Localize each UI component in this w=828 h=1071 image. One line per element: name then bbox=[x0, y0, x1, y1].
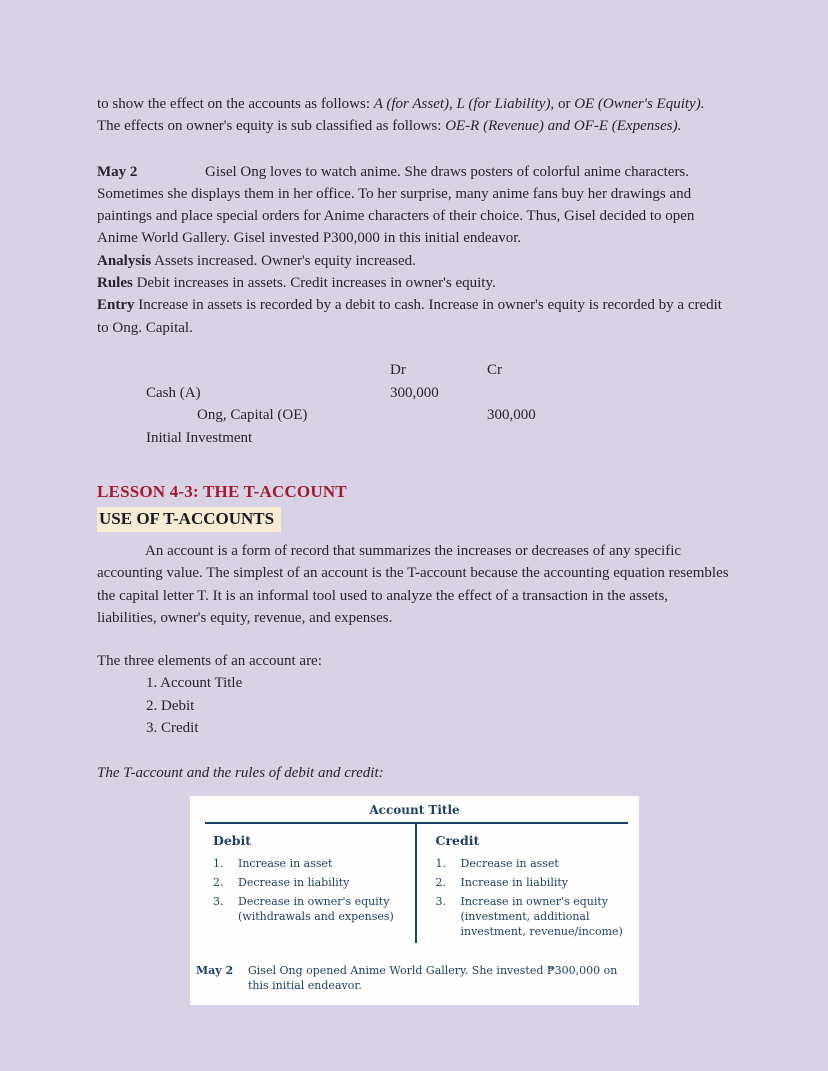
credit-rule-item bbox=[436, 875, 632, 890]
taccount-title: Account Title bbox=[369, 802, 460, 817]
analysis-block bbox=[97, 250, 731, 339]
elements-list bbox=[146, 672, 731, 739]
elements-intro: The three elements of an account are: bbox=[97, 653, 322, 670]
journal-debit-account: Cash (A) bbox=[146, 384, 201, 401]
credit-rule-item bbox=[436, 856, 632, 871]
transaction-narrative: Gisel Ong loves to watch anime. She draws posters of colorful anime characters. Sometimes she displays them in her office. To her surprise, many anime fans buy her drawings and paintings and place special orders for Anime characters of their choice. Thus, Gisel decided to open Anime World Gallery. Gisel invested P300,000 in this initial endeavor. bbox=[97, 163, 695, 247]
taccount-columns bbox=[190, 824, 639, 945]
list-item: 3. Credit bbox=[146, 720, 199, 737]
journal-entry bbox=[146, 362, 731, 457]
example-date-label: May 2 bbox=[196, 963, 234, 977]
intro-paragraph bbox=[97, 93, 731, 138]
example-text: Gisel Ong opened Anime World Gallery. She invested ₱300,000 on this initial endeavor. bbox=[248, 963, 618, 992]
analysis-text: Assets increased. Owner's equity increased. bbox=[151, 252, 416, 269]
debit-rule-item bbox=[213, 894, 401, 924]
intro-sep2: or bbox=[554, 96, 575, 112]
taccount-debit-column bbox=[190, 831, 415, 943]
item-number: 2. bbox=[213, 875, 224, 889]
item-text: Decrease in asset bbox=[460, 856, 559, 870]
debit-rule-item bbox=[213, 875, 401, 890]
intro-text: to show the effect on the accounts as follows: bbox=[97, 96, 374, 112]
taccount-debit-header: Debit bbox=[213, 832, 252, 848]
journal-cr-header: Cr bbox=[487, 361, 502, 378]
taccount-credit-column bbox=[415, 831, 640, 943]
item-number: 2. bbox=[435, 875, 446, 889]
account-definition-paragraph: An account is a form of record that summarizes the increases or decreases of any specific accounting value. The simplest of an account is the T-account because the accounting equation resembles the capital letter T. It is an informal tool used to analyze the effect of a transaction in the assets, liabilities, owner's equity, revenue, and expenses. bbox=[97, 542, 729, 626]
item-text: Increase in asset bbox=[238, 856, 333, 870]
rules-line bbox=[97, 272, 731, 294]
intro-asset-italic: A (for Asset) bbox=[373, 96, 450, 112]
intro-revenue-expense-italic: OE-R (Revenue) and OF-E (Expenses). bbox=[445, 118, 682, 135]
intro-text2: The effects on owner's equity is sub classified as follows: bbox=[97, 118, 446, 135]
analysis-line bbox=[97, 250, 731, 272]
item-number: 3. bbox=[213, 894, 224, 908]
item-text: Increase in liability bbox=[460, 875, 568, 889]
lesson-heading: LESSON 4-3: THE T-ACCOUNT bbox=[97, 481, 347, 501]
intro-sep1: , bbox=[449, 96, 457, 112]
journal-debit-amount: 300,000 bbox=[390, 384, 439, 401]
rules-text: Debit increases in assets. Credit increases in owner's equity. bbox=[132, 275, 496, 292]
credit-rule-item bbox=[436, 894, 632, 939]
item-text: Decrease in owner's equity (withdrawals and expenses) bbox=[238, 894, 394, 923]
item-number: 3. bbox=[435, 894, 446, 908]
taccount-vertical-rule bbox=[415, 822, 417, 943]
list-item: 1. Account Title bbox=[146, 675, 243, 692]
journal-dr-header: Dr bbox=[390, 361, 406, 378]
entry-text: Increase in assets is recorded by a debit to cash. Increase in owner's equity is recorded by a credit to Ong. Capital. bbox=[97, 297, 722, 336]
transaction-date-label: May 2 bbox=[97, 163, 138, 180]
item-text: Decrease in liability bbox=[238, 875, 350, 889]
journal-credit-amount: 300,000 bbox=[487, 406, 536, 423]
intro-equity-italic: OE (Owner's Equity). bbox=[574, 96, 705, 112]
lesson-subheading-wrap bbox=[97, 507, 731, 532]
list-item: 2. Debit bbox=[146, 697, 195, 714]
transaction-paragraph bbox=[97, 161, 731, 250]
entry-line bbox=[97, 294, 731, 339]
taccount-caption: The T-account and the rules of debit and credit: bbox=[97, 765, 384, 782]
debit-rule-item bbox=[213, 856, 401, 871]
journal-credit-account: Ong, Capital (OE) bbox=[197, 406, 308, 423]
entry-label: Entry bbox=[97, 297, 135, 314]
item-number: 1. bbox=[213, 856, 224, 870]
lesson-subheading: USE OF T-ACCOUNTS bbox=[97, 507, 281, 532]
taccount-figure bbox=[190, 796, 639, 1005]
intro-liability-italic: L (for Liability), bbox=[456, 96, 555, 112]
taccount-credit-header: Credit bbox=[435, 832, 480, 848]
item-number: 1. bbox=[435, 856, 446, 870]
rules-label: Rules bbox=[97, 275, 133, 292]
journal-memo: Initial Investment bbox=[146, 429, 253, 446]
item-text: Increase in owner's equity (investment, additional investment, revenue/income) bbox=[460, 894, 623, 938]
analysis-label: Analysis bbox=[97, 252, 152, 269]
taccount-example-row bbox=[196, 963, 631, 993]
